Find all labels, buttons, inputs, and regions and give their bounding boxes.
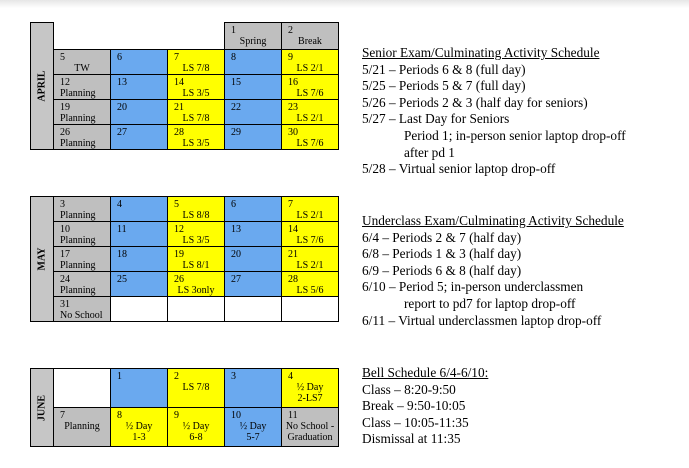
day-cell — [225, 369, 282, 408]
day-number: 4 — [288, 371, 293, 382]
day-number: 28 — [174, 127, 184, 138]
day-label: LS 8/1 — [182, 260, 210, 271]
day-number: 14 — [288, 224, 298, 235]
day-cell — [282, 197, 339, 222]
day-cell — [282, 297, 339, 322]
day-cell — [111, 50, 168, 75]
april-week-row — [31, 125, 339, 150]
day-number: 16 — [288, 77, 298, 88]
senior-schedule-line: after pd 1 — [404, 144, 455, 160]
month-name: MAY — [36, 247, 48, 271]
day-number: 10 — [60, 224, 70, 235]
day-number: 9 — [174, 410, 179, 421]
day-cell — [168, 75, 225, 100]
day-label: LS 7/6 — [296, 235, 324, 246]
day-label: LS 3/5 — [182, 235, 210, 246]
month-name: JUNE — [36, 394, 48, 421]
day-cell — [54, 369, 111, 408]
april-calendar — [30, 22, 339, 150]
senior-schedule-title: Senior Exam/Culminating Activity Schedule — [362, 45, 600, 60]
day-number: 8 — [231, 52, 236, 63]
day-cell — [282, 247, 339, 272]
june-calendar — [30, 368, 339, 447]
day-cell — [168, 125, 225, 150]
day-label: TW — [74, 63, 90, 74]
day-cell — [54, 247, 111, 272]
april-week-row — [31, 50, 339, 75]
bell-schedule-line: Class – 8:20-9:50 — [362, 381, 456, 397]
day-cell — [111, 272, 168, 297]
day-number: 7 — [60, 410, 65, 421]
day-cell — [282, 50, 339, 75]
day-number: 23 — [288, 102, 298, 113]
day-label: LS 3/5 — [182, 88, 210, 99]
day-number: 3 — [60, 199, 65, 210]
day-number: 5 — [60, 52, 65, 63]
day-number: 5 — [174, 199, 179, 210]
day-number — [111, 297, 167, 299]
underclass-schedule-line: 6/10 – Period 5; in-person underclassmen — [362, 279, 584, 295]
day-cell — [54, 75, 111, 100]
day-number: 22 — [231, 102, 241, 113]
day-cell — [168, 247, 225, 272]
may-month-label — [31, 197, 54, 322]
day-cell — [225, 75, 282, 100]
day-cell — [225, 50, 282, 75]
day-cell — [282, 408, 339, 447]
day-label: ½ Day 1-3 — [125, 421, 153, 443]
underclass-schedule-title: Underclass Exam/Culminating Activity Schedule — [362, 213, 624, 228]
day-label: Planning — [60, 138, 96, 149]
senior-schedule-line: 5/21 – Periods 6 & 8 (full day) — [362, 61, 526, 77]
day-label: LS 2/1 — [296, 260, 324, 271]
day-number — [168, 297, 224, 299]
may-calendar — [30, 196, 339, 322]
day-number: 17 — [60, 249, 70, 260]
day-label: Planning — [64, 421, 100, 432]
day-cell — [168, 197, 225, 222]
day-cell — [225, 100, 282, 125]
day-number: 8 — [117, 410, 122, 421]
day-number: 31 — [60, 299, 70, 310]
day-number: 10 — [231, 410, 241, 421]
day-cell — [168, 369, 225, 408]
day-number: 13 — [231, 224, 241, 235]
day-number: 11 — [288, 410, 298, 421]
june-month-label — [31, 369, 54, 447]
day-label: LS 7/6 — [296, 138, 324, 149]
day-number: 4 — [117, 199, 122, 210]
day-number: 7 — [288, 199, 293, 210]
day-cell — [225, 23, 282, 50]
day-label: LS 7/8 — [182, 113, 210, 124]
day-label: Break — [298, 36, 322, 47]
senior-schedule-line: Period 1; in-person senior laptop drop-off — [404, 127, 626, 143]
day-label: LS 7/8 — [182, 63, 210, 74]
day-number: 2 — [288, 25, 293, 36]
day-cell — [168, 297, 225, 322]
top-shadow-bar — [0, 0, 689, 8]
day-cell — [54, 100, 111, 125]
day-number: 28 — [288, 274, 298, 285]
bell-schedule — [362, 365, 488, 448]
day-label: No School — [60, 310, 103, 321]
day-cell — [111, 100, 168, 125]
day-label: LS 5/6 — [296, 285, 324, 296]
day-number: 25 — [117, 274, 127, 285]
day-cell — [111, 369, 168, 408]
day-number: 27 — [231, 274, 241, 285]
underclass-schedule-line: 6/8 – Periods 1 & 3 (half day) — [362, 246, 522, 262]
month-name: APRIL — [36, 70, 48, 102]
day-label: Planning — [60, 210, 96, 221]
day-cell — [168, 100, 225, 125]
june-week-row — [31, 408, 339, 447]
day-label: Planning — [60, 88, 96, 99]
day-number: 2 — [174, 371, 179, 382]
day-number: 9 — [288, 52, 293, 63]
day-label: Spring — [239, 36, 267, 47]
bell-schedule-line: Break – 9:50-10:05 — [362, 398, 466, 414]
day-cell — [54, 50, 111, 75]
day-number: 15 — [231, 77, 241, 88]
day-cell — [282, 272, 339, 297]
day-number: 20 — [231, 249, 241, 260]
april-week-row — [31, 23, 339, 50]
day-cell — [225, 408, 282, 447]
day-cell — [225, 297, 282, 322]
day-number — [54, 369, 110, 371]
day-number: 13 — [117, 77, 127, 88]
bell-schedule-line: Dismissal at 11:35 — [362, 431, 461, 447]
day-number: 19 — [60, 102, 70, 113]
day-number: 6 — [231, 199, 236, 210]
day-cell — [282, 23, 339, 50]
day-number: 14 — [174, 77, 184, 88]
day-cell — [225, 197, 282, 222]
may-week-row — [31, 247, 339, 272]
day-label: LS 2/1 — [296, 210, 324, 221]
day-label: LS 8/8 — [182, 210, 210, 221]
senior-schedule-line: 5/25 – Periods 5 & 7 (full day) — [362, 78, 526, 94]
day-cell — [111, 75, 168, 100]
april-week-row — [31, 75, 339, 100]
day-label: No School - Graduation — [285, 421, 335, 443]
senior-exam-schedule — [362, 45, 626, 178]
day-label: LS 3/5 — [182, 138, 210, 149]
empty-cell — [111, 23, 168, 50]
day-label: Planning — [60, 260, 96, 271]
day-cell — [111, 125, 168, 150]
underclass-schedule-line: 6/11 – Virtual underclassmen laptop drop-off — [362, 312, 602, 328]
day-cell — [111, 297, 168, 322]
senior-schedule-line: 5/26 – Periods 2 & 3 (half day for seniors) — [362, 94, 588, 110]
day-cell — [282, 100, 339, 125]
day-cell — [111, 247, 168, 272]
day-cell — [225, 125, 282, 150]
day-number: 12 — [174, 224, 184, 235]
day-cell — [111, 408, 168, 447]
day-label: ½ Day 5-7 — [239, 421, 267, 443]
day-cell — [282, 222, 339, 247]
day-cell — [54, 125, 111, 150]
day-number: 19 — [174, 249, 184, 260]
day-label: Planning — [60, 235, 96, 246]
day-cell — [168, 408, 225, 447]
day-number: 1 — [117, 371, 122, 382]
day-cell — [111, 197, 168, 222]
underclass-schedule-line: 6/9 – Periods 6 & 8 (half day) — [362, 262, 522, 278]
may-week-row — [31, 222, 339, 247]
day-number: 24 — [60, 274, 70, 285]
day-cell — [282, 125, 339, 150]
day-cell — [54, 272, 111, 297]
senior-schedule-line: 5/28 – Virtual senior laptop drop-off — [362, 161, 556, 177]
day-cell — [225, 272, 282, 297]
underclass-schedule-line: 6/4 – Periods 2 & 7 (half day) — [362, 229, 522, 245]
day-cell — [168, 222, 225, 247]
day-number: 30 — [288, 127, 298, 138]
day-number: 21 — [174, 102, 184, 113]
day-number: 29 — [231, 127, 241, 138]
day-label: LS 7/8 — [182, 382, 210, 393]
april-week-row — [31, 100, 339, 125]
day-number: 1 — [231, 25, 236, 36]
day-label: LS 3only — [177, 285, 215, 296]
day-cell — [168, 50, 225, 75]
bell-schedule-line: Class – 10:05-11:35 — [362, 414, 469, 430]
underclass-schedule-line: report to pd7 for laptop drop-off — [404, 295, 576, 311]
june-week-row — [31, 369, 339, 408]
underclass-exam-schedule — [362, 213, 624, 329]
day-cell — [54, 408, 111, 447]
day-cell — [225, 222, 282, 247]
day-number: 11 — [117, 224, 127, 235]
day-number: 26 — [174, 274, 184, 285]
april-month-label — [31, 23, 54, 150]
day-number — [282, 297, 338, 299]
day-number: 27 — [117, 127, 127, 138]
day-number — [225, 297, 281, 299]
empty-cell — [54, 23, 111, 50]
day-number: 3 — [231, 371, 236, 382]
day-cell — [282, 75, 339, 100]
day-number: 26 — [60, 127, 70, 138]
day-number: 12 — [60, 77, 70, 88]
day-cell — [168, 272, 225, 297]
day-cell — [111, 222, 168, 247]
day-cell — [54, 197, 111, 222]
day-label: LS 7/6 — [296, 88, 324, 99]
day-number: 6 — [117, 52, 122, 63]
may-week-row — [31, 297, 339, 322]
day-cell — [282, 369, 339, 408]
day-cell — [225, 247, 282, 272]
day-label: LS 2/1 — [296, 63, 324, 74]
day-cell — [54, 222, 111, 247]
day-label: ½ Day 6-8 — [182, 421, 210, 443]
senior-schedule-line: 5/27 – Last Day for Seniors — [362, 111, 510, 127]
day-number: 18 — [117, 249, 127, 260]
day-label: ½ Day 2-LS7 — [296, 382, 324, 404]
bell-schedule-title: Bell Schedule 6/4-6/10: — [362, 365, 489, 380]
may-week-row — [31, 197, 339, 222]
day-number: 7 — [174, 52, 179, 63]
day-label: LS 2/1 — [296, 113, 324, 124]
day-label: Planning — [60, 285, 96, 296]
day-number: 21 — [288, 249, 298, 260]
day-cell — [54, 297, 111, 322]
day-label: Planning — [60, 113, 96, 124]
day-number: 20 — [117, 102, 127, 113]
may-week-row — [31, 272, 339, 297]
empty-cell — [168, 23, 225, 50]
